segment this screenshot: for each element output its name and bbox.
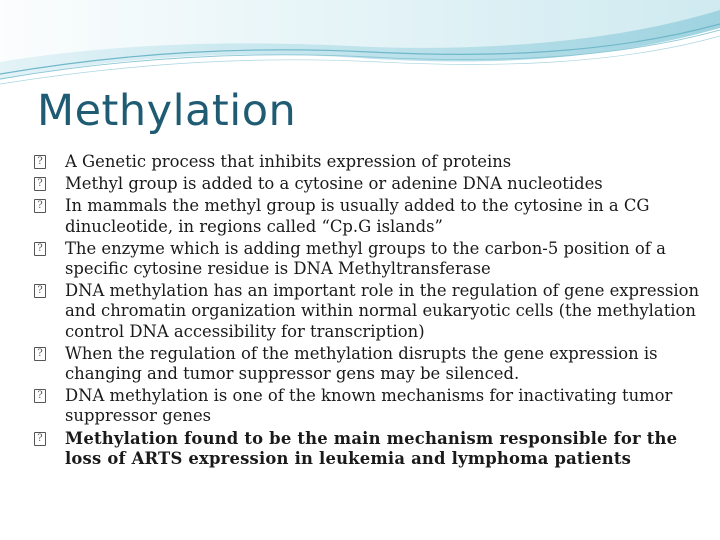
bullet-item bbox=[34, 174, 700, 194]
bullet-text: The enzyme which is adding methyl groups to the carbon-5 position of a specific cytosine residue is DNA Methyltransferase bbox=[65, 238, 666, 279]
bullet-marker-icon: ? bbox=[34, 242, 46, 256]
bullet-item bbox=[34, 152, 700, 172]
bullet-item bbox=[34, 196, 700, 236]
bullet-text: A Genetic process that inhibits expression of proteins bbox=[65, 152, 512, 171]
bullet-item-emphasis bbox=[34, 429, 700, 469]
slide-title: Methylation bbox=[37, 86, 297, 136]
bullet-text: DNA methylation is one of the known mechanisms for inactivating tumor suppressor genes bbox=[65, 386, 673, 426]
decorative-wave-header bbox=[0, 0, 720, 90]
bullet-marker-icon: ? bbox=[34, 389, 46, 403]
bullet-text: Methyl group is added to a cytosine or adenine DNA nucleotides bbox=[65, 174, 603, 194]
bullet-marker-icon: ? bbox=[34, 432, 46, 446]
bullet-text: Methylation found to be the main mechanism responsible for the loss of ARTS expression in leukemia and lymphoma patients bbox=[65, 428, 678, 468]
bullet-item bbox=[34, 281, 700, 342]
bullet-marker-icon: ? bbox=[34, 347, 46, 361]
bullet-text: When the regulation of the methylation disrupts the gene expression is changing and tumor suppressor gens may be silenced. bbox=[65, 343, 658, 384]
bullet-marker-icon: ? bbox=[34, 177, 46, 191]
bullet-list bbox=[34, 152, 700, 471]
bullet-text: DNA methylation has an important role in the regulation of gene expression and chromatin organization within normal eukaryotic cells (the methylation control DNA accessibility for transcription) bbox=[65, 281, 700, 341]
bullet-marker-icon: ? bbox=[34, 199, 46, 213]
bullet-item bbox=[34, 239, 700, 279]
bullet-text: In mammals the methyl group is usually added to the cytosine in a CG dinucleotide, in regions called “Cp.G islands” bbox=[65, 196, 650, 236]
bullet-item bbox=[34, 386, 700, 426]
bullet-marker-icon: ? bbox=[34, 155, 46, 169]
bullet-item bbox=[34, 344, 700, 384]
bullet-marker-icon: ? bbox=[34, 284, 46, 298]
